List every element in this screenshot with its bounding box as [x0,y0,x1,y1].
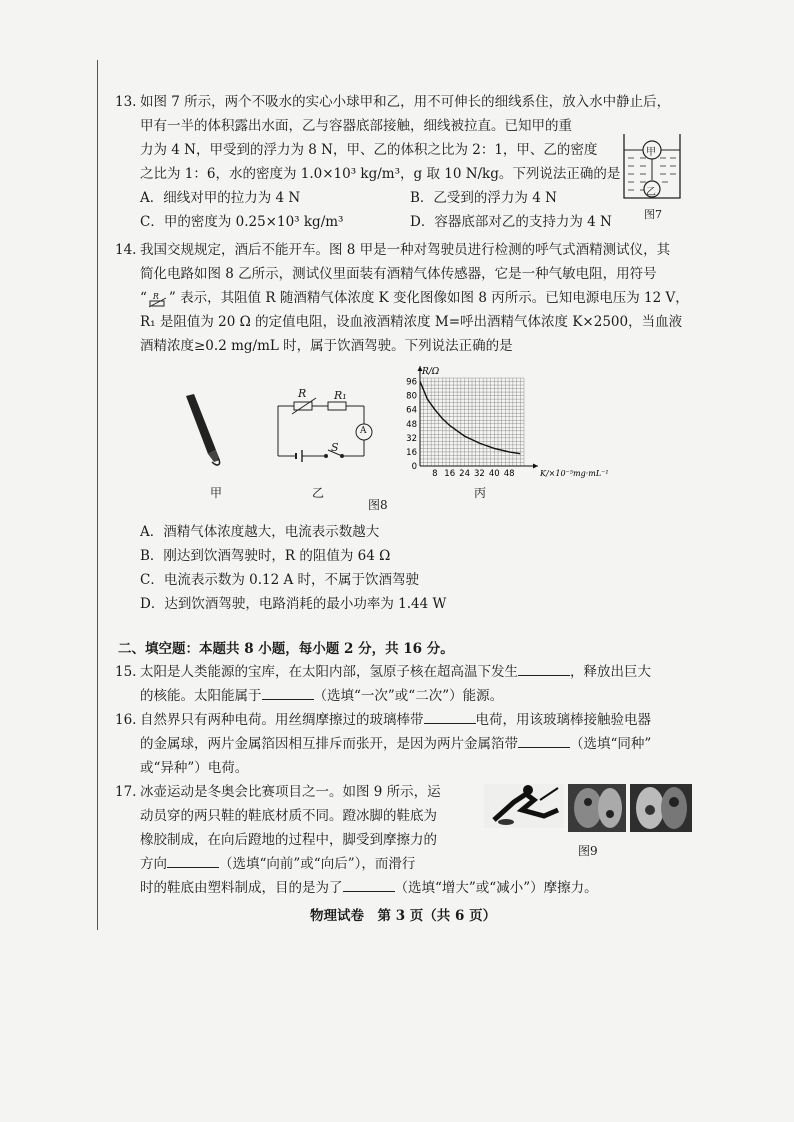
text-segment: （选填“同种” [570,736,652,752]
label-ammeter: A [360,426,367,436]
question-text-line: 之比为 1：6，水的密度为 1.0×10³ kg/m³，g 取 10 N/kg。下列说法正确的是 [140,166,621,182]
option-b: B．乙受到的浮力为 4 N [410,190,557,206]
text-segment: 时的鞋底由塑料制成，目的是为了 [140,880,343,896]
option-a: A．酒精气体浓度越大，电流表示数越大 [140,524,380,540]
y-tick-label: 80 [406,391,417,402]
question-text-segment: 表示，其阻值 R 随酒精气体浓度 K 变化图像如图 8 丙所示。已知电源电压为 12 V， [180,290,689,306]
answer-blank[interactable] [262,685,314,700]
quote-close: ” [168,290,176,306]
quote-open: “ [140,290,147,306]
caption-bing: 丙 [474,486,487,500]
question-text-line: 简化电路如图 8 乙所示，测试仪里面装有酒精气体传感器，它是一种气敏电阻，用符号 [140,266,657,282]
option-c: C．电流表示数为 0.12 A 时，不属于饮酒驾驶 [140,572,420,588]
y-tick-label: 32 [406,433,417,444]
option-b: B．刚达到饮酒驾驶时，R 的阻值为 64 Ω [140,548,391,564]
text-segment: 的金属球，两片金属箔因相互排斥而张开，是因为两片金属箔带 [140,736,518,752]
caption-yi: 乙 [312,486,325,500]
question-text-line: 我国交规规定，酒后不能开车。图 8 甲是一种对驾驶员进行检测的呼气式酒精测试仪，其 [140,242,671,258]
answer-blank[interactable] [518,733,570,748]
question-text-line: 甲有一半的体积露出水面，乙与容器底部接触，细线被拉直。已知甲的重 [140,118,572,134]
question-number: 13. [115,94,137,110]
question-text-line [140,286,689,310]
x-tick-label: 24 [459,469,470,479]
text-segment: 太阳是人类能源的宝库，在太阳内部，氢原子核在超高温下发生 [140,664,518,680]
caption-jia: 甲 [210,486,223,500]
question-text-line: 冰壶运动是冬奥会比赛项目之一。如图 9 所示，运 [140,784,441,800]
y-tick-label: 0 [411,462,417,472]
y-tick-label: 64 [406,405,417,416]
answer-blank[interactable] [343,877,395,892]
question-text-line [140,852,415,876]
question-text-line [140,732,651,756]
answer-blank[interactable] [424,709,476,724]
question-text-line: R₁ 是阻值为 20 Ω 的定值电阻，设血液酒精浓度 M=呼出酒精气体浓度 K×2500，当血液 [140,314,683,330]
label-r: R [298,387,307,400]
x-tick-label: 48 [503,469,515,479]
label-switch: S [331,441,339,454]
breathalyzer-device [178,392,228,472]
x-tick-label: 16 [444,469,456,479]
text-segment: 方向 [140,856,167,872]
section-heading: 二、填空题：本题共 8 小题，每小题 2 分，共 16 分。 [118,641,454,657]
text-segment: 自然界只有两种电荷。用丝绸摩擦过的玻璃棒带 [140,712,424,728]
symbol-label: R [152,292,159,301]
question-number: 16. [115,712,137,728]
figure-caption: 图7 [644,208,662,221]
question-text-line: 酒精浓度≥0.2 mg/mL 时，属于饮酒驾驶。下列说法正确的是 [140,338,513,354]
ball-jia-label: 甲 [646,147,656,158]
question-text-line: 橡胶制成，在向后蹬地的过程中，脚受到摩擦力的 [140,832,437,848]
question-number: 15. [115,664,137,680]
shoe-sole-photo [630,784,692,832]
resistance-concentration-chart [392,362,609,490]
answer-blank[interactable] [167,853,219,868]
shoe-sole-photo [568,784,626,832]
option-a: A．细线对甲的拉力为 4 N [140,190,301,206]
text-segment: （选填“一次”或“二次”）能源。 [313,688,504,704]
question-text-line: 如图 7 所示，两个不吸水的实心小球甲和乙，用不可伸长的细线系住，放入水中静止后， [140,94,671,110]
question-text-line [140,684,503,708]
text-segment: ，释放出巨大 [570,664,651,680]
binding-margin-line [97,60,98,930]
figure-caption: 图9 [578,844,598,858]
option-c: C．甲的密度为 0.25×10³ kg/m³ [140,214,344,230]
gas-sensor-resistor [294,402,312,410]
curling-athlete-photo [484,784,564,828]
text-segment: （选填“向前”或“向后”），而滑行 [219,856,416,872]
question-text-line [140,708,651,732]
question-number: 17. [115,784,137,800]
question-text-line: 或“异种”）电荷。 [140,760,249,776]
figure-7 [618,128,688,220]
figure-8 [150,362,609,512]
option-d: D．容器底部对乙的支持力为 4 N [410,214,612,230]
x-axis-label: K/×10⁻⁵mg·mL⁻¹ [540,469,609,478]
y-tick-label: 48 [406,419,417,430]
ball-yi-label: 乙 [646,187,656,198]
option-d: D．达到饮酒驾驶，电路消耗的最小功率为 1.44 W [140,596,447,612]
y-axis-label: R/Ω [422,367,440,377]
text-segment: 电荷，用该玻璃棒接触验电器 [475,712,651,728]
figure-9 [484,780,694,860]
x-tick-label: 32 [474,469,485,479]
label-r1: R₁ [334,389,347,402]
question-text-line: 动员穿的两只鞋的鞋底材质不同。蹬冰脚的鞋底为 [140,808,437,824]
y-tick-label: 96 [406,377,417,388]
fixed-resistor-r1 [328,402,346,410]
text-segment: （选填“增大”或“减小”）摩擦力。 [394,880,598,896]
answer-blank[interactable] [518,661,570,676]
question-text-line: 力为 4 N，甲受到的浮力为 8 N，甲、乙的体积之比为 2：1，甲、乙的密度 [140,142,598,158]
x-axis-arrow [533,464,538,469]
question-number: 14. [115,242,137,258]
question-text-line [140,660,651,684]
x-tick-label: 8 [432,469,438,479]
x-tick-label: 40 [488,469,500,479]
question-text-line [140,876,598,900]
text-segment: 的核能。太阳能属于 [140,688,262,704]
figure-caption: 图8 [368,498,388,512]
y-tick-label: 16 [406,447,417,458]
curling-photos [484,780,694,836]
page-footer: 物理试卷 第 3 页（共 6 页） [310,908,497,924]
gas-sensor-symbol [147,292,169,305]
